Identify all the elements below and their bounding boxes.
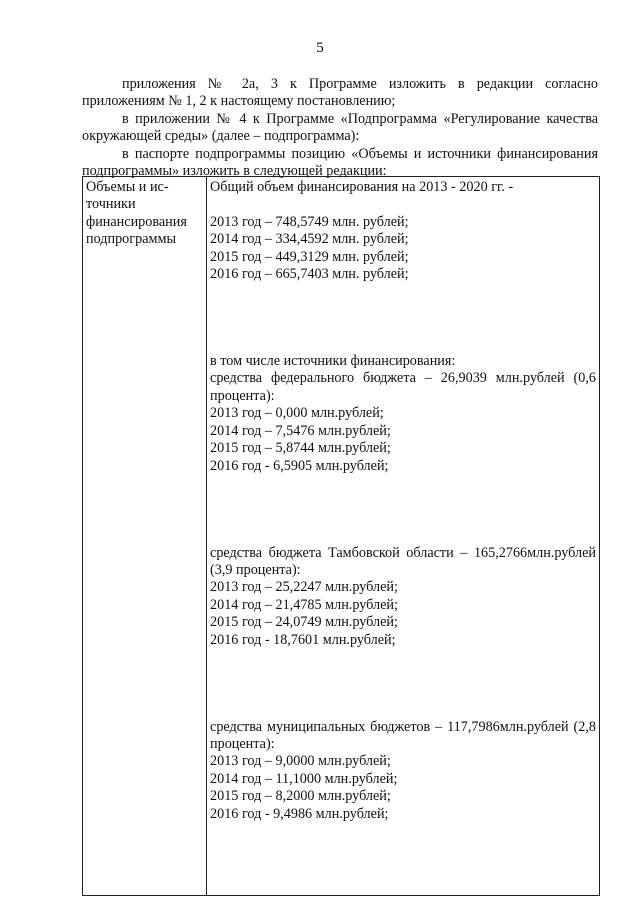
funding-line xyxy=(210,701,596,718)
funding-line: 2013 год – 25,2247 млн.рублей; xyxy=(210,579,398,596)
funding-table xyxy=(82,176,600,896)
funding-line: 2016 год - 6,5905 млн.рублей; xyxy=(210,457,389,474)
funding-line xyxy=(210,336,596,353)
funding-line xyxy=(210,475,596,492)
label-line: точники xyxy=(86,196,136,213)
funding-line: 2014 год – 334,4592 млн. рублей; xyxy=(210,231,409,248)
funding-line: 2016 год – 665,7403 млн. рублей; xyxy=(210,266,409,283)
funding-line: 2014 год – 7,5476 млн.рублей; xyxy=(210,422,391,439)
funding-line xyxy=(210,492,596,509)
funding-line xyxy=(210,196,596,213)
funding-line: 2015 год – 24,0749 млн.рублей; xyxy=(210,614,398,631)
funding-line xyxy=(210,527,596,544)
label-line: подпрограммы xyxy=(86,231,176,248)
funding-line xyxy=(210,510,596,527)
funding-line xyxy=(210,823,596,840)
funding-line: 2013 год – 0,000 млн.рублей; xyxy=(210,405,384,422)
funding-line: 2016 год - 9,4986 млн.рублей; xyxy=(210,805,389,822)
funding-line xyxy=(210,666,596,683)
label-line: финансирования xyxy=(86,213,187,230)
funding-line: 2014 год – 11,1000 млн.рублей; xyxy=(210,770,398,787)
funding-line: 2014 год – 21,4785 млн.рублей; xyxy=(210,596,398,613)
funding-line xyxy=(210,840,596,857)
funding-line xyxy=(210,875,596,892)
funding-line: средства бюджета Тамбовской области – 165,2766млн.рублей (3,9 процента): xyxy=(210,544,596,578)
page-number: 5 xyxy=(316,40,324,56)
funding-line: 2013 год – 9,0000 млн.рублей; xyxy=(210,753,391,770)
funding-line: 2013 год – 748,5749 млн. рублей; xyxy=(210,213,409,230)
funding-line: 2015 год – 5,8744 млн.рублей; xyxy=(210,440,391,457)
funding-value-cell xyxy=(207,177,600,896)
funding-line: в том числе источники финансирования: xyxy=(210,353,456,370)
funding-line: средства федерального бюджета – 26,9039 млн.рублей (0,6 процента): xyxy=(210,370,596,404)
funding-line: 2016 год - 18,7601 млн.рублей; xyxy=(210,631,396,648)
funding-line xyxy=(210,318,596,335)
funding-row xyxy=(83,177,600,896)
funding-line: Общий объем финансирования на 2013 - 2020 гг. - xyxy=(210,179,514,195)
funding-label-cell xyxy=(83,177,207,896)
funding-line: средства муниципальных бюджетов – 117,7986млн.рублей (2,8 процента): xyxy=(210,718,596,752)
intro-paragraph: приложения № 2а, 3 к Программе изложить в редакции согласно приложениям № 1, 2 к настоящему постановлению; xyxy=(82,76,598,110)
funding-line xyxy=(210,649,596,666)
funding-line xyxy=(210,283,596,300)
funding-line xyxy=(210,684,596,701)
intro-paragraph: в приложении № 4 к Программе «Подпрограмма «Регулирование качества окружающей среды» (далее – подпрограмма): xyxy=(82,110,598,145)
funding-line xyxy=(210,301,596,318)
intro-paragraph: в паспорте подпрограммы позицию «Объемы и источники финансирования подпрограммы» изложить в следующей редакции: xyxy=(82,145,598,180)
funding-line xyxy=(210,858,596,875)
funding-line: 2015 год – 8,2000 млн.рублей; xyxy=(210,788,391,805)
funding-line: 2015 год – 449,3129 млн. рублей; xyxy=(210,248,409,265)
label-line: Объемы и ис- xyxy=(86,179,169,195)
intro-text xyxy=(82,76,598,180)
